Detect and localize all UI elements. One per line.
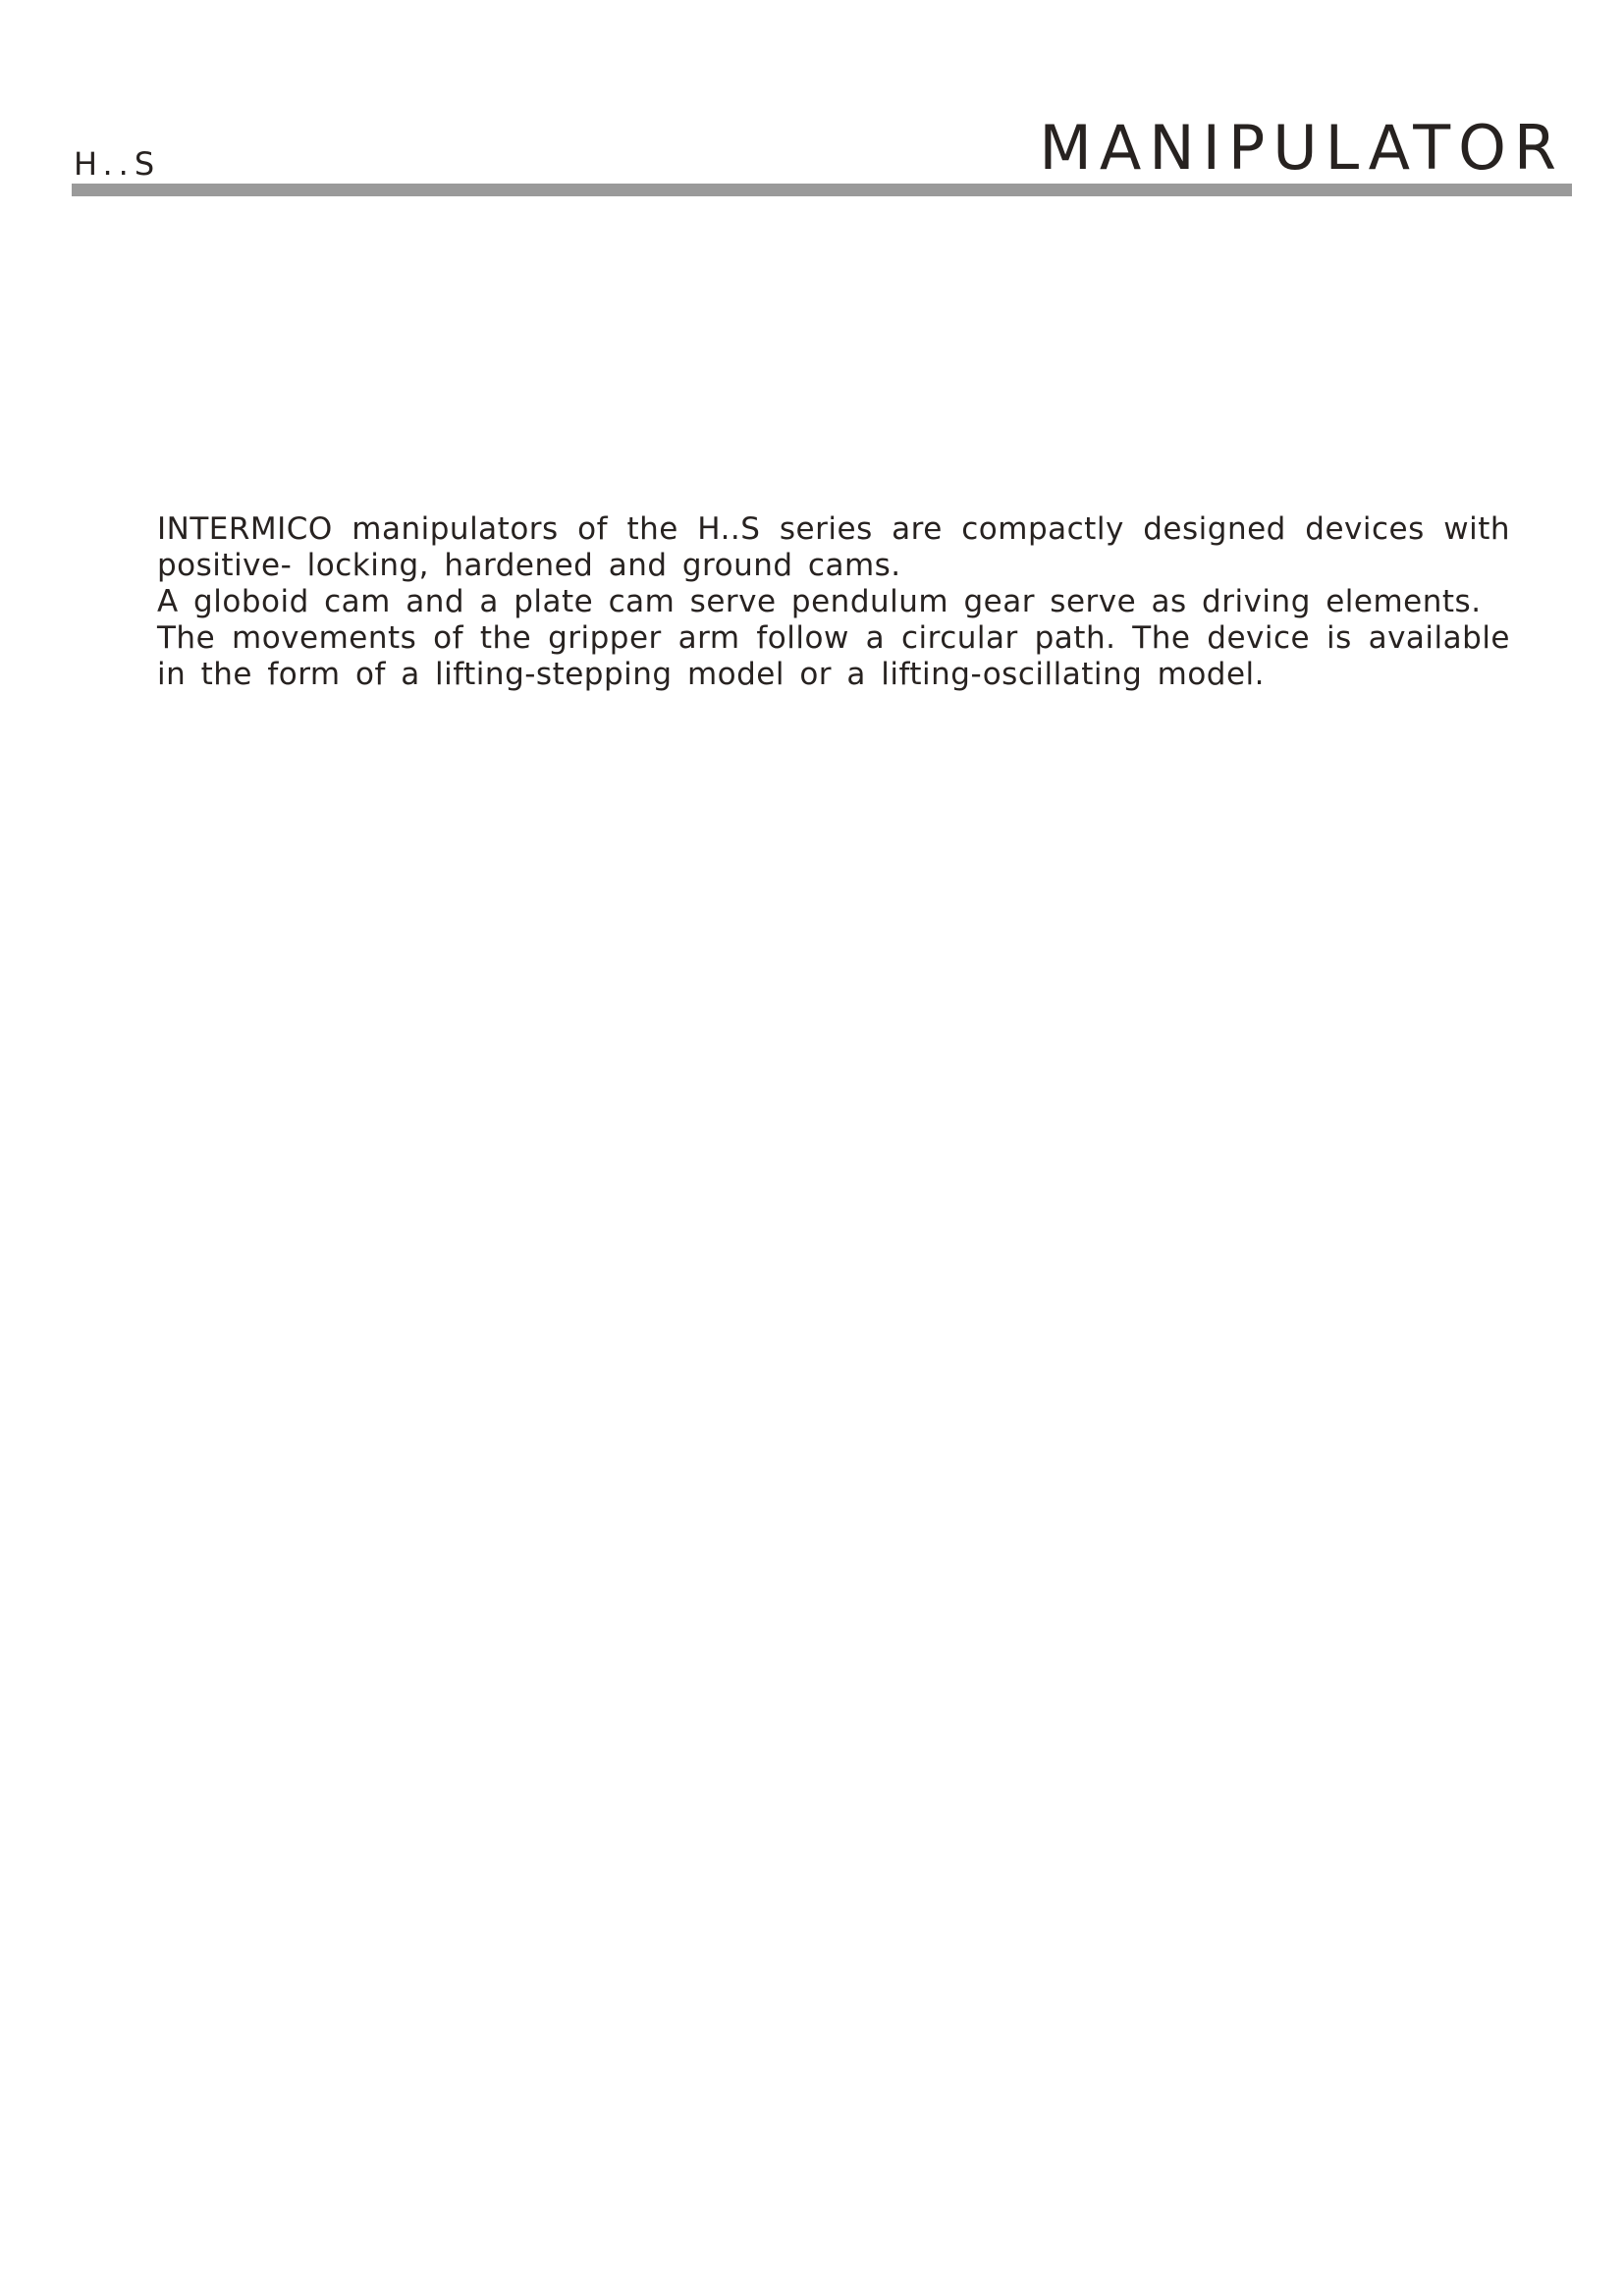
model-code: H..S xyxy=(74,145,161,183)
paragraph-intro: INTERMICO manipulators of the H..S series are compactly designed devices with positive- locking, hardened and ground cams. xyxy=(157,511,1510,583)
header-divider xyxy=(72,184,1572,196)
paragraph-driving-elements: A globoid cam and a plate cam serve pendulum gear serve as driving elements. xyxy=(157,584,1482,619)
body-text xyxy=(157,511,1510,693)
paragraph-movements: The movements of the gripper arm follow a circular path. The device is available in the form of a lifting-stepping model or a lifting-oscillating model. xyxy=(157,620,1510,692)
page-title: MANIPULATOR xyxy=(1039,112,1564,184)
